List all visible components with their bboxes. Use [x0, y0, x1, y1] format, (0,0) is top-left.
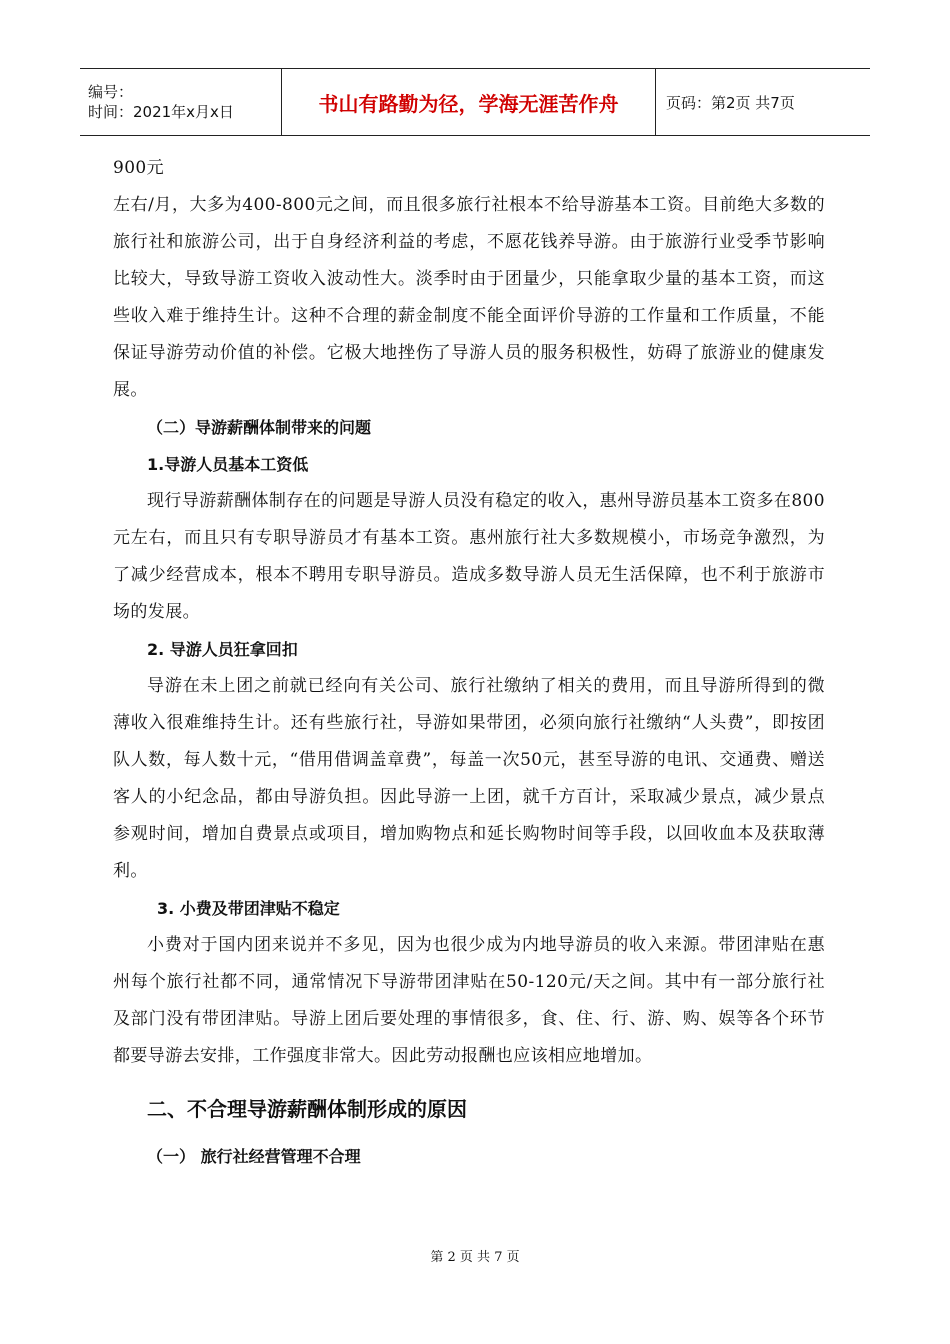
- continued-line: 900元: [113, 158, 165, 178]
- item3-paragraph: 小费对于国内团来说并不多见，因为也很少成为内地导游员的收入来源。带团津贴在惠州每个旅行社都不同，通常情况下导游带团津贴在50-120元/天之间。其中有一部分旅行社及部门没有带团津贴。导游上团后要处理的事情很多，食、住、行、游、购、娱等各个环节都要导游去安排，工作强度非常大。因此劳动报酬也应该相应地增加。: [113, 935, 825, 1066]
- item1-paragraph: 现行导游薪酬体制存在的问题是导游人员没有稳定的收入，惠州导游员基本工资多在800元左右，而且只有专职导游员才有基本工资。惠州旅行社大多数规模小，市场竞争激烈，为了减少经营成本，根本不聘用专职导游员。造成多数导游人员无生活保障，也不利于旅游市场的发展。: [113, 491, 825, 622]
- item2-paragraph: 导游在未上团之前就已经向有关公司、旅行社缴纳了相关的费用，而且导游所得到的微薄收入很难维持生计。还有些旅行社，导游如果带团，必须向旅行社缴纳“人头费”，即按团队人数，每人数十元，“借用借调盖章费”，每盖一次50元，甚至导游的电讯、交通费、赠送客人的小纪念品，都由导游负担。因此导游一上团，就千方百计，采取减少景点，减少景点参观时间，增加自费景点或项目，增加购物点和延长购物时间等手段，以回收血本及获取薄利。: [113, 676, 825, 881]
- page-number-label: 页码：第2页 共7页: [666, 93, 795, 112]
- item1-heading: 1.导游人员基本工资低: [147, 455, 309, 474]
- item2-heading: 2. 导游人员狂拿回扣: [147, 640, 298, 659]
- paragraph-salary-range: 左右/月，大多为400-800元之间，而且很多旅行社根本不给导游基本工资。目前绝大多数的旅行社和旅游公司，出于自身经济利益的考虑，不愿花钱养导游。由于旅游行业受季节影响比较大，导致导游工资收入波动性大。淡季时由于团量少，只能拿取少量的基本工资，而这些收入难于维持生计。这种不合理的薪金制度不能全面评价导游的工作量和工作质量，不能保证导游劳动价值的补偿。它极大地挫伤了导游人员的服务积极性，妨碍了旅游业的健康发展。: [113, 195, 825, 400]
- section-heading-problems: （二）导游薪酬体制带来的问题: [147, 418, 372, 437]
- document-number-label: 编号：: [88, 83, 134, 101]
- document-time-label: 时间：2021年x月x日: [88, 103, 234, 121]
- header-meta: [80, 69, 282, 135]
- chapter-heading-causes: 二、不合理导游薪酬体制形成的原因: [147, 1097, 467, 1121]
- item3-heading: 3. 小费及带团津贴不稳定: [157, 899, 340, 918]
- document-header: [80, 68, 870, 136]
- motto-text: 书山有路勤为径，学海无涯苦作舟: [318, 91, 619, 116]
- header-motto: [282, 69, 656, 135]
- chapter-subheading-management: （一） 旅行社经营管理不合理: [147, 1147, 361, 1166]
- page-footer: 第 2 页 共 7 页: [430, 1250, 520, 1265]
- document-body: [113, 150, 825, 1175]
- header-page-info: [656, 69, 870, 135]
